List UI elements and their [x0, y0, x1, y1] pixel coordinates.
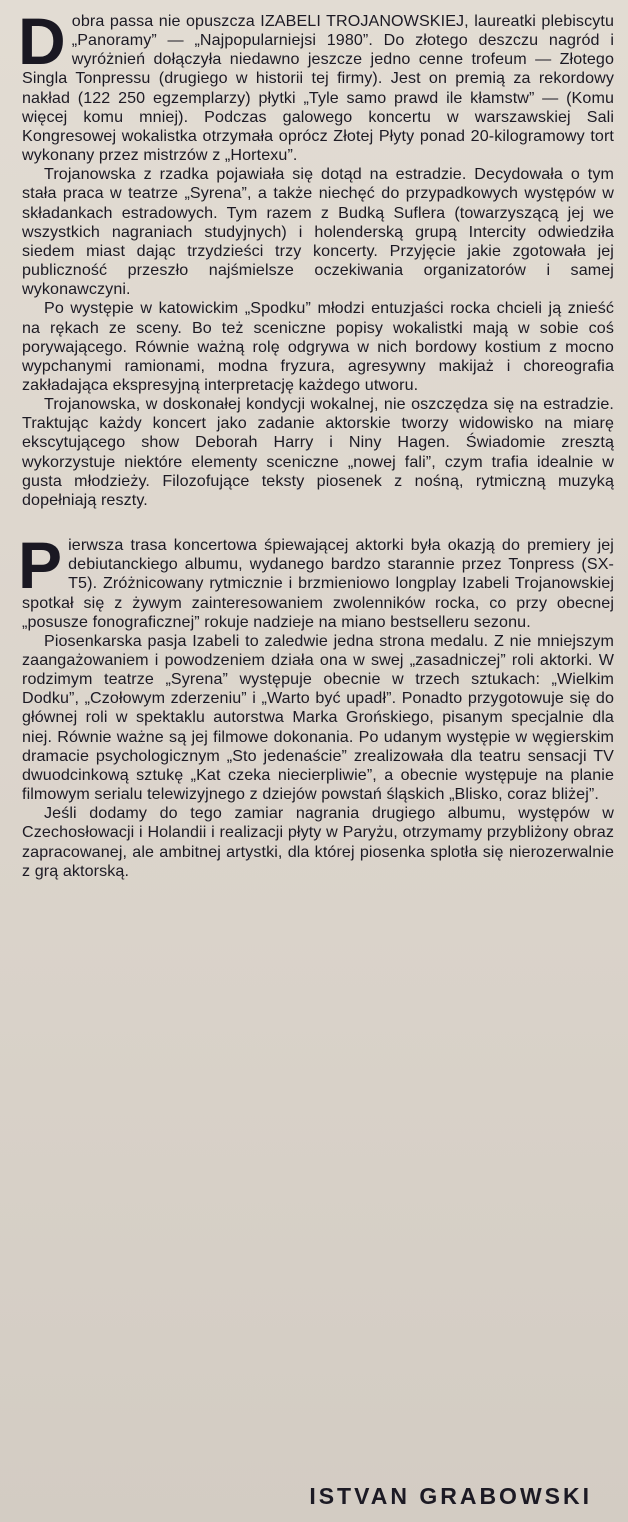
article-paragraph: Piosenkarska pasja Izabeli to zaledwie jedna strona medalu. Z nie mniejszym zaangażowaniem i powodzeniem działa ona w swej „zasadniczej” roli aktorki. W rodzimym teatrze „Syrena” występuje obecnie w trzech sztukach: „Wielkim Dodku”, „Czołowym zderzeniu” i „Warto być upadł”. Ponadto przygotowuje się do głównej roli w spektaklu autorstwa Marka Grońskiego, pisanym specjalnie dla niej. Równie ważne są jej filmowe dokonania. Po udanym występie w węgierskim dramacie psychologicznym „Sto jedenaście” zrealizowała dla teatru sensacji TV dwuodcinkową sztukę „Kat czeka niecierpliwie”, a obecnie występuje na planie filmowym serialu telewizyjnego z dziejów powstań śląskich „Blisko, coraz bliżej”. [22, 631, 614, 804]
article-paragraph: Trojanowska z rzadka pojawiała się dotąd na estradzie. Decydowała o tym stała praca w teatrze „Syrena”, a także niechęć do przypadkowych występów w składankach estradowych. Tym razem z Budką Suflera (towarzyszącą jej we wszystkich nagraniach studyjnych) i holenderską grupą Intercity odwiedziła siedem miast dając trzydzieści trzy koncerty. Przyjęcie jakie zgotowała jej publiczność przeszło najśmielsze oczekiwania organizatorów i samej wykonawczyni. [22, 165, 614, 299]
article-paragraph [18, 4, 614, 165]
article-paragraph: Po występie w katowickim „Spodku” młodzi entuzjaści rocka chcieli ją znieść na rękach ze sceny. Bo też sceniczne popisy wokalistki mają w sobie coś porywającego. Równie ważną rolę odgrywa w nich bordowy kostium z mocno wypchanymi ramionami, modna fryzura, agresywny makijaż i choreografia zakładająca ekspresyjną interpretację każdego utworu. [22, 299, 614, 394]
paragraph-text: obra passa nie opuszcza IZABELI TROJANOWSKIEJ, laureatki plebiscytu „Panoramy” — „Najpopularniejsi 1980”. Do złotego deszczu nagród i wyróżnień dołączyła niedawno jeszcze jedno cenne trofeum — Złotego Singla Tonpressu (drugiego w historii tej firmy). Jest on premią za rekordowy nakład (122 250 egzemplarzy) płytki „Tyle samo prawd ile kłamstw” — (Komu więcej komu mniej). Podczas galowego koncertu w warszawskiej Sali Kongresowej wokalistka otrzymała oprócz Złotej Płyty ponad 20-kilogramowy tort wykonany przez mistrzów z „Hortexu”. [22, 12, 614, 165]
paragraph-text: ierwsza trasa koncertowa śpiewającej aktorki była okazją do premiery jej debiutanckiego albumu, wydanego bardzo starannie przez Tonpress (SX-T5). Zróżnicowany rytmicznie i brzmieniowo longplay Izabeli Trojanowskiej spotkał się z żywym zainteresowaniem zwolenników rocka, co przy obecnej „posusze fonograficznej” rokuje nadzieje na miano bestselleru sezonu. [22, 536, 614, 631]
drop-cap: D [18, 4, 66, 78]
article-paragraph: Jeśli dodamy do tego zamiar nagrania drugiego albumu, występów w Czechosłowacji i Holandii i realizacji płyty w Paryżu, otrzymamy przybliżony obraz zapracowanej, ale ambitnej artystki, dla której piosenka splotła się nierozerwalnie z grą aktorską. [22, 804, 614, 880]
author-signature: ISTVAN GRABOWSKI [309, 1483, 592, 1509]
section-spacer [22, 510, 614, 536]
article-body [18, 4, 614, 881]
drop-cap: P [18, 528, 63, 603]
article-paragraph [18, 528, 614, 632]
article-paragraph: Trojanowska, w doskonałej kondycji wokalnej, nie oszczędza się na estradzie. Traktując każdy koncert jako zadanie aktorskie tworzy widowisko na miarę ekscytującego show Deborah Harry i Niny Hagen. Świadomie zresztą wykorzystuje niektóre elementy sceniczne „nowej fali”, czym trafia idealnie w gusta młodzieży. Filozofujące teksty piosenek z nośną, rytmiczną muzyką dopełniają reszty. [22, 395, 614, 509]
